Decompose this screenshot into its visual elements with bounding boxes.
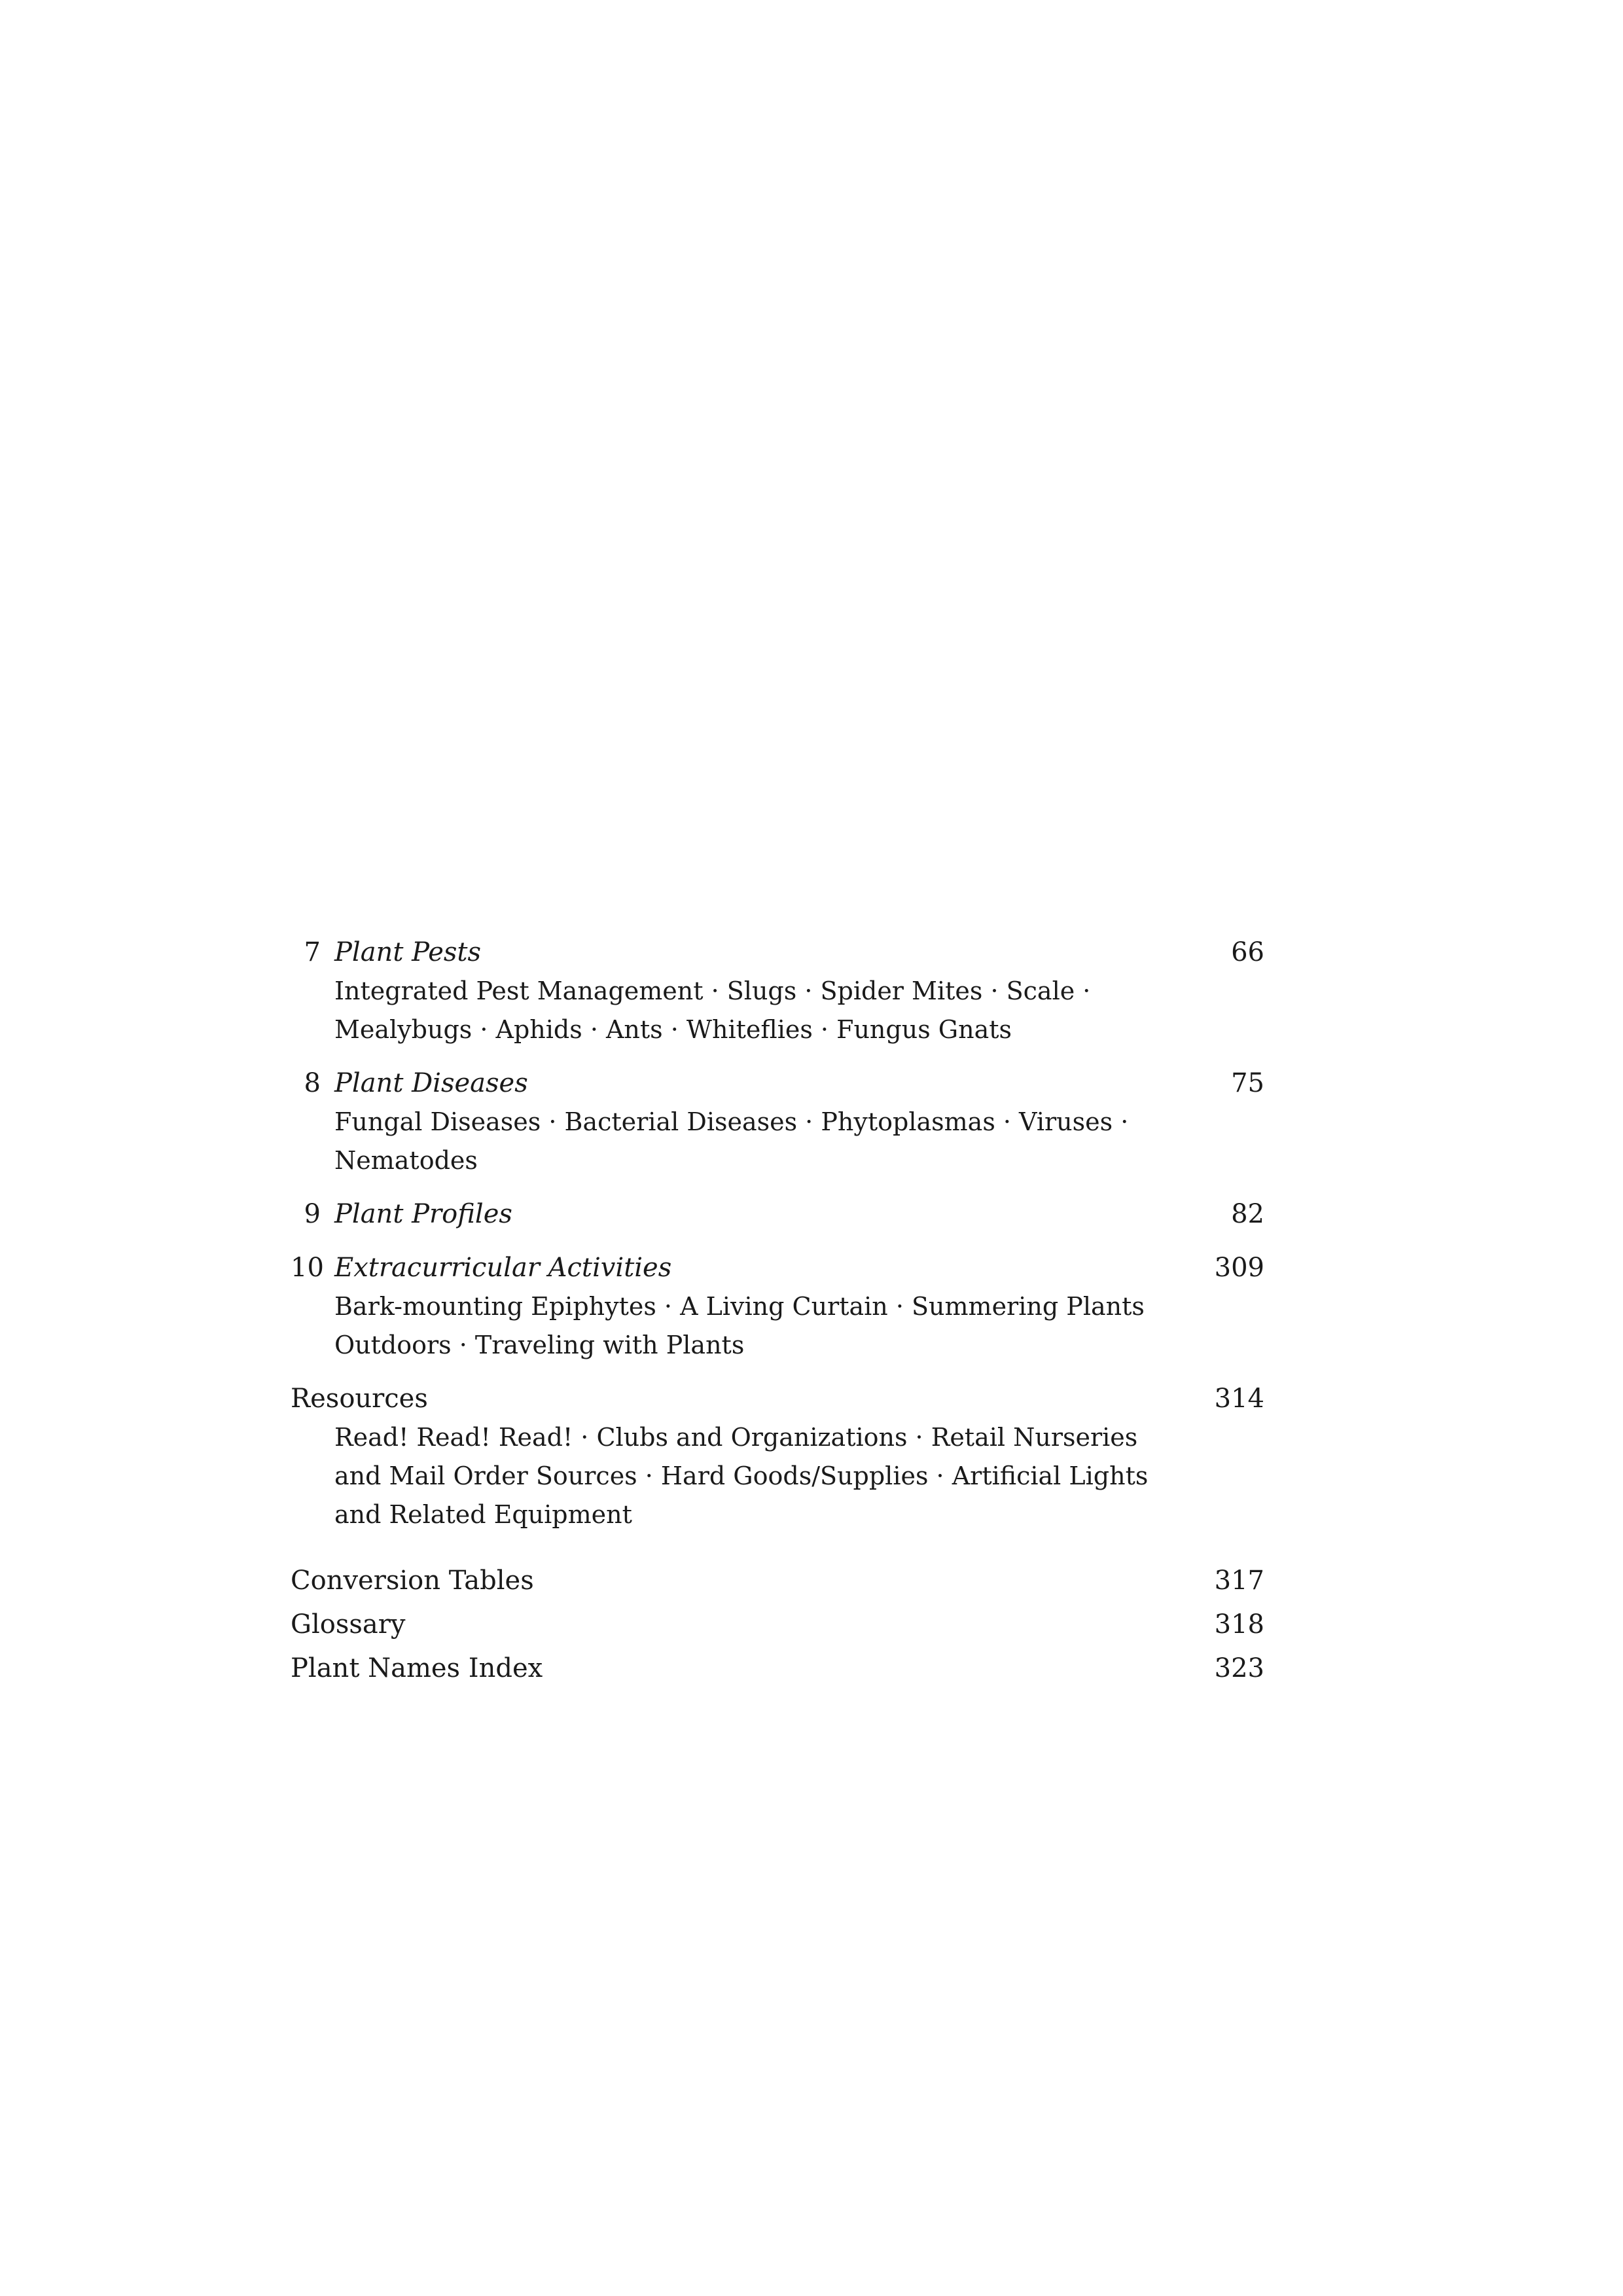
chapter-title[interactable]: Plant Diseases	[334, 1068, 528, 1098]
page-number: 82	[1231, 1199, 1264, 1229]
section-title[interactable]: Plant Names Index	[291, 1653, 543, 1683]
chapter-subtopics: Fungal Diseases · Bacterial Diseases · Phytoplasmas · Viruses · Nematodes	[334, 1107, 1129, 1175]
section-title[interactable]: Resources	[291, 1384, 428, 1414]
toc-entry-resources	[291, 1379, 1272, 1534]
toc-entry-chapter-7	[291, 933, 1272, 1049]
toc-entry-chapter-8	[291, 1064, 1272, 1180]
chapter-title[interactable]: Plant Pests	[334, 937, 482, 967]
chapter-number: 8	[304, 1068, 321, 1098]
toc-entry-conversion-tables	[291, 1559, 1272, 1603]
toc-entry-chapter-9	[291, 1194, 1272, 1234]
page-number: 323	[1214, 1653, 1264, 1683]
chapter-number: 10	[291, 1253, 324, 1283]
toc-entry-line[interactable]	[291, 1194, 1272, 1234]
page-number: 314	[1214, 1384, 1264, 1414]
toc-entry-line[interactable]	[291, 1647, 1272, 1691]
toc-entry-glossary	[291, 1603, 1272, 1647]
toc-entry-line[interactable]	[291, 1379, 1272, 1418]
chapter-subtopics: Integrated Pest Management · Slugs · Spider Mites · Scale · Mealybugs · Aphids · Ants · Whiteflies · Fungus Gnats	[334, 977, 1091, 1044]
page-number: 317	[1214, 1566, 1264, 1596]
toc-entry-line[interactable]	[291, 1064, 1272, 1103]
page-number: 66	[1231, 937, 1264, 967]
page-number: 318	[1214, 1609, 1264, 1640]
toc-entry-line[interactable]	[291, 1603, 1272, 1647]
chapter-number: 9	[304, 1199, 321, 1229]
chapter-title[interactable]: Plant Profiles	[334, 1199, 512, 1229]
section-title[interactable]: Conversion Tables	[291, 1566, 534, 1596]
chapter-title[interactable]: Extracurricular Activities	[334, 1253, 672, 1283]
page-number: 309	[1214, 1253, 1264, 1283]
toc-entry-chapter-10	[291, 1248, 1272, 1365]
table-of-contents	[291, 933, 1272, 1691]
toc-entry-line[interactable]	[291, 933, 1272, 972]
toc-entry-line[interactable]	[291, 1559, 1272, 1603]
toc-entry-line[interactable]	[291, 1248, 1272, 1287]
chapter-subtopics: Bark-mounting Epiphytes · A Living Curtain · Summering Plants Outdoors · Traveling with Plants	[334, 1292, 1145, 1359]
toc-entry-plant-names-index	[291, 1647, 1272, 1691]
chapter-number: 7	[304, 937, 321, 967]
section-title[interactable]: Glossary	[291, 1609, 406, 1640]
section-subtopics: Read! Read! Read! · Clubs and Organizations · Retail Nurseries and Mail Order Sources · Hard Goods/Supplies · Artificial Lights and Related Equipment	[334, 1423, 1149, 1529]
page-number: 75	[1231, 1068, 1264, 1098]
